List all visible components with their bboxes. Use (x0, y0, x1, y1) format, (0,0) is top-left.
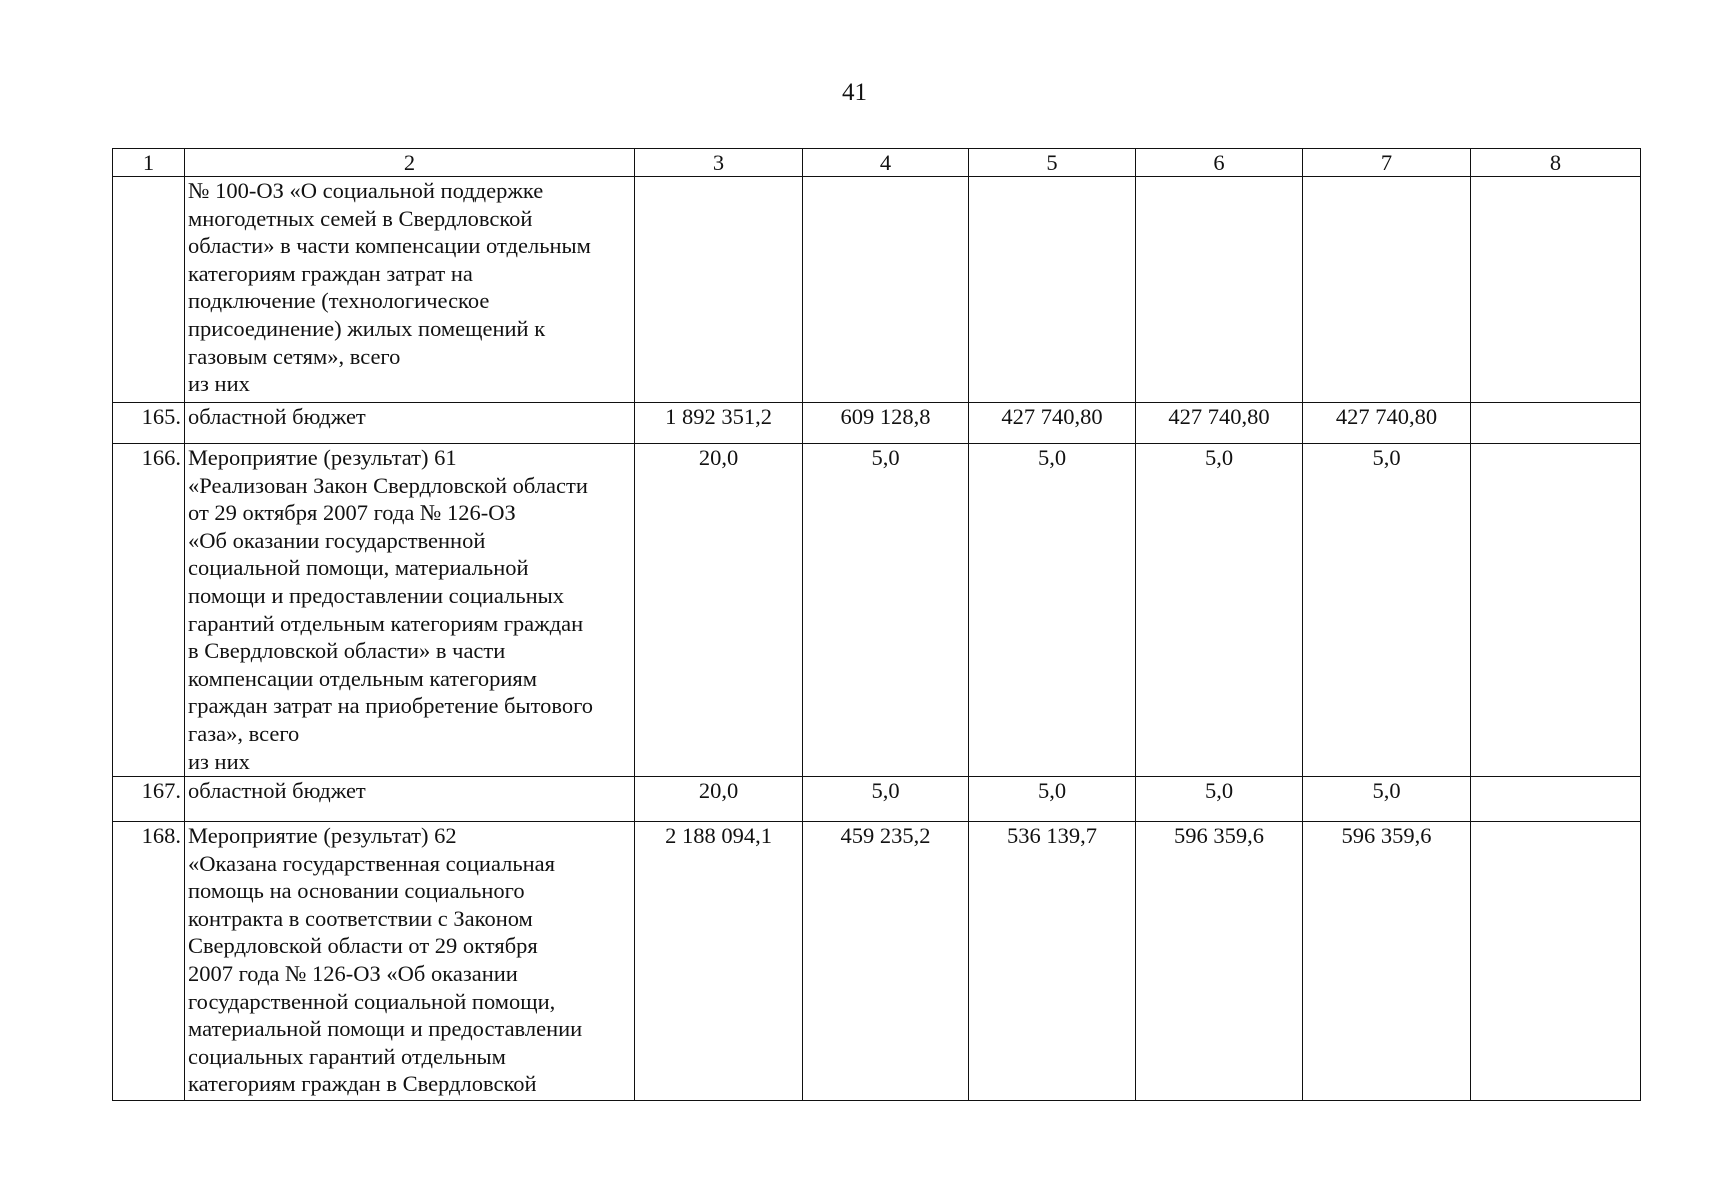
value-text: 5,0 (1372, 445, 1401, 470)
value-cell-col-8 (1471, 403, 1641, 444)
description-line: граждан затрат на приобретение бытового (188, 693, 594, 719)
value-cell-col-5 (969, 822, 1136, 1101)
value-cell-col-6 (1136, 403, 1303, 444)
description-line: компенсации отдельным категориям (188, 665, 537, 691)
row-number: 165. (141, 404, 181, 429)
table-header-row (113, 149, 1641, 177)
column-header-1: 1 (113, 149, 185, 177)
description-line: из них (188, 371, 250, 397)
description-line: присоединение) жилых помещений к (188, 315, 546, 341)
row-number-cell (113, 177, 185, 403)
description-line: № 100-ОЗ «О социальной поддержке (188, 178, 544, 203)
value-text: 5,0 (1204, 778, 1234, 803)
value-text: 5,0 (871, 778, 900, 803)
description-line: в Свердловской области» в части (188, 638, 506, 664)
value-cell-col-5 (969, 444, 1136, 777)
description-cell (185, 444, 635, 777)
column-header-7: 7 (1303, 149, 1471, 177)
value-cell-col-4 (803, 177, 969, 403)
description-line: помощи и предоставлении социальных (188, 582, 565, 608)
value-text: 20,0 (698, 778, 739, 803)
description-line: Мероприятие (результат) 61 (188, 445, 457, 470)
description-line: социальных гарантий отдельным (188, 1043, 506, 1069)
description-line: государственной социальной помощи, (188, 988, 556, 1014)
value-text: 609 128,8 (840, 404, 931, 429)
budget-table (112, 148, 1641, 1101)
value-text: 536 139,7 (1007, 823, 1097, 848)
value-cell-col-8 (1471, 777, 1641, 822)
column-header-3: 3 (635, 149, 803, 177)
description-line: из них (188, 748, 250, 774)
page-number: 41 (842, 79, 867, 106)
value-cell-col-7 (1303, 177, 1471, 403)
row-number-cell (113, 822, 185, 1101)
row-number: 168. (141, 823, 181, 848)
value-text: 1 892 351,2 (665, 404, 772, 429)
value-cell-col-3 (635, 444, 803, 777)
row-number: 167. (141, 778, 181, 803)
value-cell-col-8 (1471, 177, 1641, 403)
column-header-5: 5 (969, 149, 1136, 177)
description-line: категориям граждан затрат на (188, 260, 473, 286)
value-cell-col-3 (635, 177, 803, 403)
value-cell-col-8 (1471, 822, 1641, 1101)
description-cell (185, 777, 635, 822)
description-line: Мероприятие (результат) 62 (188, 823, 457, 848)
value-cell-col-8 (1471, 444, 1641, 777)
description-line: подключение (технологическое (188, 288, 490, 314)
description-line: социальной помощи, материальной (188, 555, 529, 581)
value-text: 5,0 (1372, 778, 1401, 803)
row-number-cell (113, 777, 185, 822)
value-text: 5,0 (1204, 445, 1234, 470)
column-header-4: 4 (803, 149, 969, 177)
description-cell (185, 403, 635, 444)
description-line: областной бюджет (188, 404, 366, 429)
value-text: 427 740,80 (1335, 404, 1438, 429)
description-line: «Реализован Закон Свердловской области (188, 472, 588, 498)
description-line: контракта в соответствии с Законом (188, 905, 533, 931)
value-cell-col-6 (1136, 177, 1303, 403)
value-cell-col-7 (1303, 444, 1471, 777)
description-line: категориям граждан в Свердловской (188, 1071, 537, 1097)
value-cell-col-4 (803, 777, 969, 822)
description-line: гарантий отдельным категориям граждан (188, 610, 584, 636)
value-text: 427 740,80 (1001, 404, 1103, 429)
description-line: «Оказана государственная социальная (188, 850, 555, 876)
value-text: 596 359,6 (1174, 823, 1264, 848)
value-text: 427 740,80 (1168, 404, 1270, 429)
description-line: материальной помощи и предоставлении (188, 1016, 583, 1042)
value-cell-col-6 (1136, 444, 1303, 777)
value-cell-col-3 (635, 822, 803, 1101)
description-line: «Об оказании государственной (188, 527, 486, 553)
value-cell-col-6 (1136, 777, 1303, 822)
description-line: помощь на основании социального (188, 878, 525, 904)
column-header-6: 6 (1136, 149, 1303, 177)
value-cell-col-5 (969, 177, 1136, 403)
value-text: 5,0 (1037, 445, 1067, 470)
description-line: газовым сетям», всего (188, 343, 401, 369)
row-number-cell (113, 444, 185, 777)
value-text: 459 235,2 (840, 823, 931, 848)
value-cell-col-7 (1303, 777, 1471, 822)
value-cell-col-4 (803, 822, 969, 1101)
value-cell-col-6 (1136, 822, 1303, 1101)
table-row (113, 822, 1641, 1101)
row-number: 166. (141, 445, 181, 470)
description-line: многодетных семей в Свердловской (188, 205, 533, 231)
value-text: 2 188 094,1 (665, 823, 772, 848)
value-text: 596 359,6 (1341, 823, 1432, 848)
value-cell-col-3 (635, 777, 803, 822)
column-header-2: 2 (185, 149, 635, 177)
table-row (113, 777, 1641, 822)
description-line: 2007 года № 126-ОЗ «Об оказании (188, 960, 518, 986)
description-line: газа», всего (188, 720, 300, 746)
description-cell (185, 177, 635, 403)
table-row (113, 444, 1641, 777)
table-row (113, 403, 1641, 444)
description-line: от 29 октября 2007 года № 126-ОЗ (188, 500, 516, 526)
value-cell-col-4 (803, 403, 969, 444)
value-text: 20,0 (698, 445, 739, 470)
table-row (113, 177, 1641, 403)
value-cell-col-4 (803, 444, 969, 777)
value-cell-col-3 (635, 403, 803, 444)
value-cell-col-7 (1303, 822, 1471, 1101)
row-number-cell (113, 403, 185, 444)
value-cell-col-5 (969, 777, 1136, 822)
description-line: Свердловской области от 29 октября (188, 933, 538, 959)
column-header-8: 8 (1471, 149, 1641, 177)
value-cell-col-7 (1303, 403, 1471, 444)
description-cell (185, 822, 635, 1101)
value-text: 5,0 (1037, 778, 1067, 803)
value-text: 5,0 (871, 445, 900, 470)
description-line: областной бюджет (188, 778, 366, 803)
description-line: области» в части компенсации отдельным (188, 233, 591, 259)
value-cell-col-5 (969, 403, 1136, 444)
